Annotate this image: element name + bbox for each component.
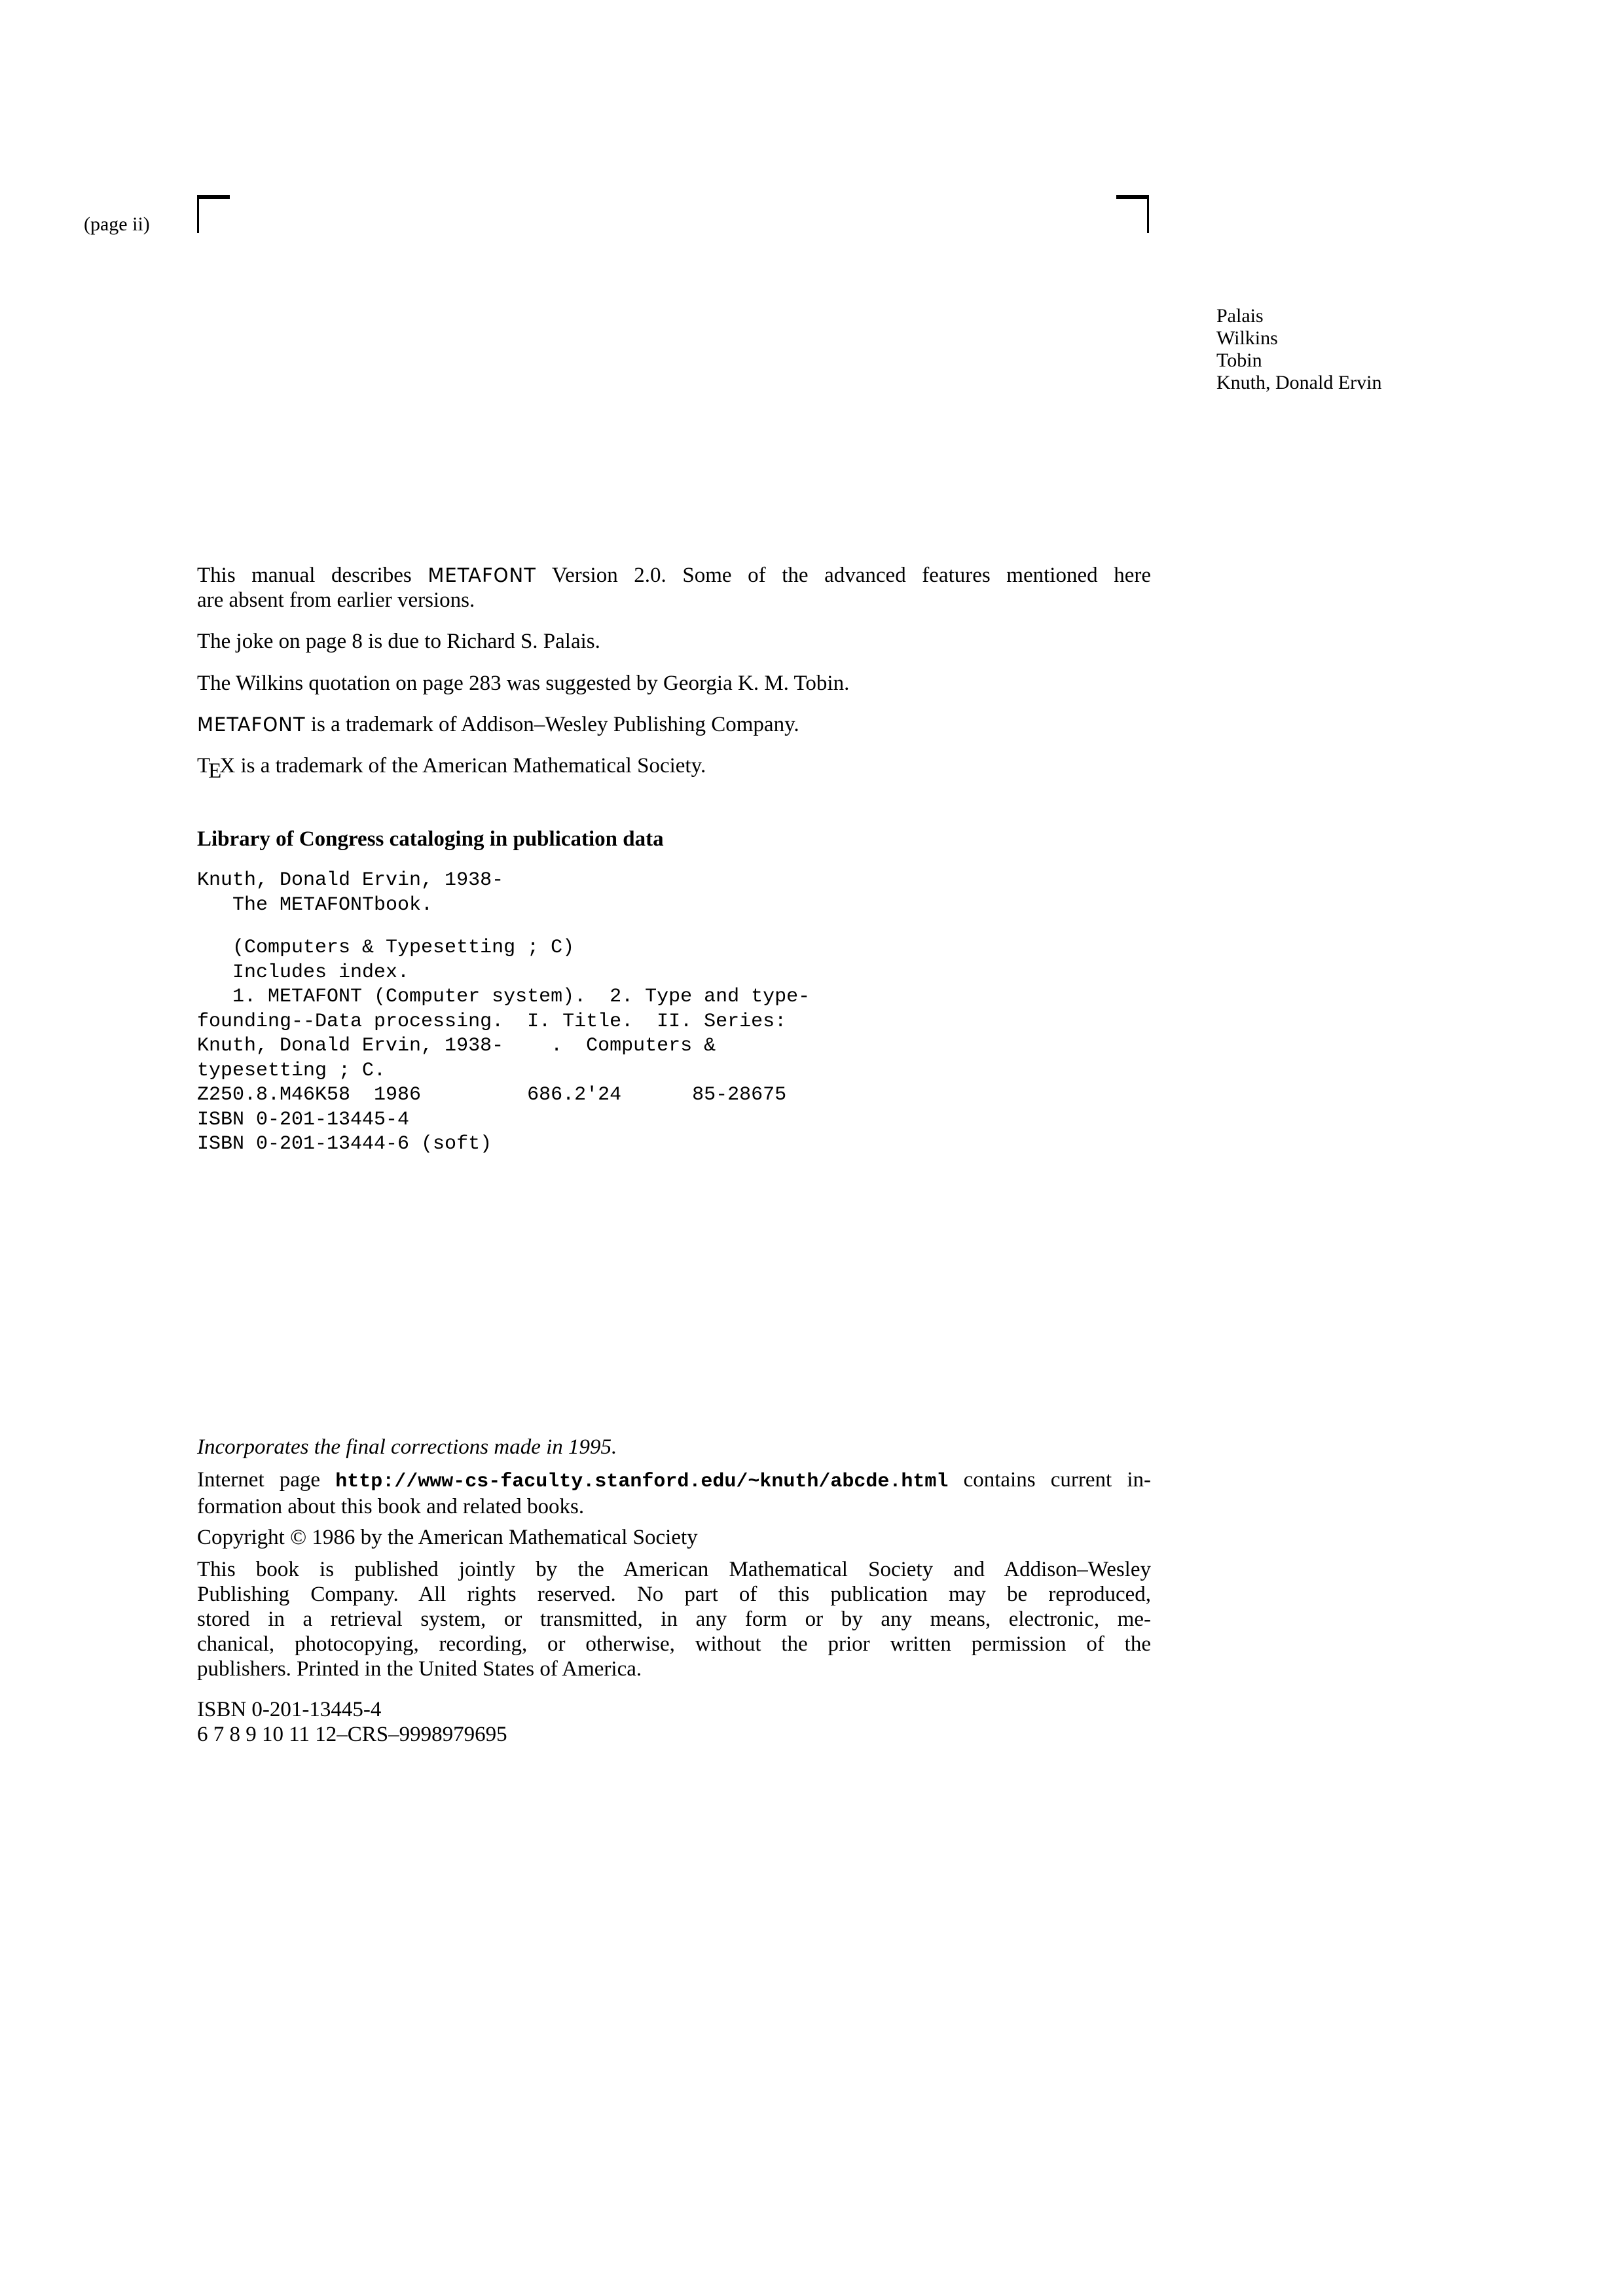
index-names: [1216, 305, 1381, 394]
metafont-trademark: [197, 712, 1151, 737]
cip-line: founding--Data processing. I. Title. II. Series:: [197, 1010, 787, 1033]
url-link[interactable]: http://www-cs-faculty.stanford.edu/~knuth/abcde.html: [335, 1471, 949, 1493]
rights-paragraph: [197, 1557, 1151, 1681]
page-label: (page ii): [84, 213, 150, 235]
text: formation about this book and related books.: [197, 1495, 585, 1518]
wilkins-note: The Wilkins quotation on page 283 was suggested by Georgia K. M. Tobin.: [197, 672, 850, 695]
tex-logo: TEX: [197, 754, 236, 783]
text: Version 2.0. Some of the advanced features mentioned here: [536, 564, 1151, 587]
cip-line: ISBN 0-201-13444-6 (soft): [197, 1133, 492, 1155]
cip-line: The METAFONTbook.: [197, 893, 433, 916]
text: publishers. Printed in the United States of America.: [197, 1657, 642, 1681]
text: chanical, photocopying, recording, or otherwise, without the prior written permission of the: [197, 1632, 1151, 1656]
copyright-line: Copyright © 1986 by the American Mathematical Society: [197, 1526, 698, 1549]
metafont-logo: METAFONT: [428, 564, 536, 586]
internet-note: [197, 1467, 1151, 1519]
corrections-note: Incorporates the final corrections made in 1995.: [197, 1435, 617, 1459]
cip-line: [197, 918, 1151, 936]
cip-line: 1. METAFONT (Computer system). 2. Type and type-: [197, 986, 811, 1008]
index-name: Tobin: [1216, 350, 1262, 371]
cip-line: Z250.8.M46K58 1986 686.2'24 85-28675: [197, 1084, 787, 1106]
version-note: [197, 563, 1151, 613]
metafont-logo: METAFONT: [197, 713, 306, 736]
text: This book is published jointly by the American Mathematical Society and Addison–Wesley: [197, 1558, 1151, 1581]
index-name: Wilkins: [1216, 327, 1278, 349]
printing-line: 6 7 8 9 10 11 12–CRS–9998979695: [197, 1723, 507, 1746]
cip-line: Knuth, Donald Ervin, 1938-: [197, 869, 504, 891]
text: Publishing Company. All rights reserved. No part of this publication may be reproduced,: [197, 1583, 1151, 1606]
text: stored in a retrieval system, or transmitted, in any form or by any means, electronic, me-: [197, 1607, 1151, 1631]
cip-block: [197, 869, 1151, 1157]
text: This manual describes: [197, 564, 428, 587]
cip-line: ISBN 0-201-13445-4: [197, 1108, 410, 1131]
text: are absent from earlier versions.: [197, 588, 475, 612]
isbn-block: [197, 1697, 1151, 1747]
index-name: Knuth, Donald Ervin: [1216, 372, 1382, 393]
tex-trademark: [197, 753, 1151, 783]
index-name: Palais: [1216, 305, 1264, 327]
cip-heading: Library of Congress cataloging in publication data: [197, 827, 664, 851]
cip-line: typesetting ; C.: [197, 1059, 386, 1082]
cip-line: (Computers & Typesetting ; C): [197, 937, 575, 959]
text: is a trademark of the American Mathematical Society.: [235, 754, 706, 778]
joke-note: The joke on page 8 is due to Richard S. Palais.: [197, 630, 600, 653]
text: is a trademark of Addison–Wesley Publishing Company.: [305, 713, 799, 736]
cip-line: Knuth, Donald Ervin, 1938- . Computers &: [197, 1035, 716, 1057]
cip-line: Includes index.: [197, 961, 410, 984]
text: Internet page: [197, 1468, 336, 1492]
text: contains current in-: [948, 1468, 1151, 1492]
isbn: ISBN 0-201-13445-4: [197, 1698, 382, 1721]
